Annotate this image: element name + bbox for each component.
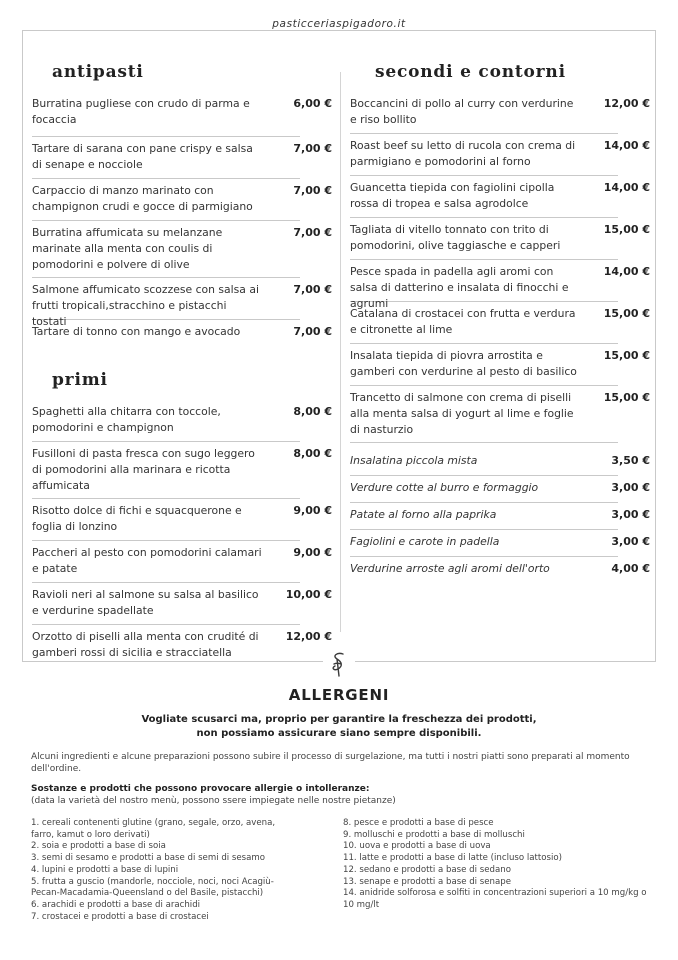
- allergeni-intro: [0, 713, 678, 741]
- allergen-list-left: [31, 818, 296, 923]
- right-column: [350, 62, 650, 583]
- item-name: Pesce spada in padella agli aromi con salsa di datterino e insalata di finocchi e agrumi: [350, 265, 569, 310]
- allergen-item: 2. soia e prodotti a base di soia: [31, 841, 166, 852]
- item-name: Salmone affumicato scozzese con salsa ai frutti tropicali,stracchino e pistacchi tostati: [32, 283, 259, 328]
- section-title-primi: primi: [52, 370, 108, 390]
- item-price: 7,00 €: [293, 283, 332, 296]
- item-price: 10,00 €: [285, 588, 332, 601]
- allergeni-title: ALLERGENI: [288, 686, 390, 704]
- allergeni-subheading: Sostanze e prodotti che possono provocare allergie o intolleranze:: [31, 784, 370, 794]
- item-price: 3,00 €: [611, 508, 650, 521]
- allergen-item: 5. frutta a guscio (mandorle, nocciole, noci, noci Acagiù-Pecan-Macadamia-Queensland o del Basile, pistacchi): [31, 876, 274, 899]
- item-name: Paccheri al pesto con pomodorini calamari e patate: [32, 546, 262, 575]
- item-name: Patate al forno alla paprika: [350, 508, 497, 521]
- contorni-list: [350, 453, 650, 583]
- item-name: Insalata tiepida di piovra arrostita e gamberi con verdurine al pesto di basilico: [350, 349, 577, 378]
- menu-item: [350, 561, 650, 583]
- item-price: 14,00 €: [603, 265, 650, 278]
- allergen-item: 14. anidride solforosa e solfiti in concentrazioni superiori a 10 mg/kg o 10 mg/lt: [343, 888, 647, 910]
- item-name: Tagliata di vitello tonnato con trito di pomodorini, olive taggiasche e capperi: [350, 223, 561, 252]
- left-column: [32, 62, 332, 665]
- menu-item: [32, 503, 332, 540]
- menu-item: [350, 507, 650, 529]
- menu-item: [32, 183, 332, 220]
- item-name: Boccancini di pollo al curry con verdurine e riso bollito: [350, 97, 574, 126]
- item-name: Risotto dolce di fichi e squacquerone e foglia di lonzino: [32, 504, 242, 533]
- menu-item: [350, 453, 650, 475]
- menu-item: [32, 404, 332, 441]
- allergeni-note: Alcuni ingredienti e alcune preparazioni possono subire il processo di surgelazione, ma tutti i nostri piatti sono preparati al momento dell'ordine.: [31, 752, 630, 774]
- item-price: 7,00 €: [293, 142, 332, 155]
- item-name: Guancetta tiepida con fagiolini cipolla rossa di tropea e salsa agrodolce: [350, 181, 555, 210]
- menu-item: [32, 629, 332, 665]
- menu-item: [32, 446, 332, 498]
- allergen-item: 7. crostacei e prodotti a base di crostacei: [31, 911, 209, 922]
- item-price: 12,00 €: [603, 97, 650, 110]
- item-name: Tartare di tonno con mango e avocado: [32, 325, 241, 338]
- item-name: Verdurine arroste agli aromi dell'orto: [350, 562, 550, 575]
- item-price: 9,00 €: [293, 546, 332, 559]
- menu-item: [350, 306, 650, 343]
- allergen-item: 4. lupini e prodotti a base di lupini: [31, 864, 179, 875]
- menu-item: [32, 587, 332, 624]
- item-name: Carpaccio di manzo marinato con champignon crudi e gocce di parmigiano: [32, 184, 253, 213]
- item-name: Spaghetti alla chitarra con toccole, pomodorini e champignon: [32, 405, 221, 434]
- allergen-item: 12. sedano e prodotti a base di sedano: [343, 864, 511, 875]
- item-name: Fagiolini e carote in padella: [350, 535, 500, 548]
- item-price: 14,00 €: [603, 181, 650, 194]
- intro-line: Vogliate scusarci ma, proprio per garantire la freschezza dei prodotti,: [141, 714, 537, 725]
- menu-item: [350, 390, 650, 442]
- menu-item: [32, 141, 332, 178]
- item-price: 15,00 €: [603, 349, 650, 362]
- menu-item: [32, 96, 332, 136]
- item-price: 3,00 €: [611, 481, 650, 494]
- menu-item: [350, 264, 650, 310]
- allergen-item: 6. arachidi e prodotti a base di arachidi: [31, 899, 201, 910]
- website-url[interactable]: pasticceriaspigadoro.it: [262, 18, 415, 30]
- menu-item: [350, 480, 650, 502]
- item-price: 12,00 €: [285, 630, 332, 643]
- allergen-list-right: [343, 818, 648, 912]
- item-name: Trancetto di salmone con crema di piselli alla menta salsa di yogurt al lime e foglie di nasturzio: [350, 391, 574, 436]
- allergen-item: 3. semi di sesamo e prodotti a base di semi di sesamo: [31, 853, 266, 864]
- item-name: Roast beef su letto di rucola con crema di parmigiano e pomodorini al forno: [350, 139, 576, 168]
- allergen-item: 9. molluschi e prodotti a base di molluschi: [343, 829, 525, 840]
- menu-item: [32, 324, 332, 344]
- menu-item: [350, 96, 650, 133]
- item-name: Verdure cotte al burro e formaggio: [350, 481, 539, 494]
- menu-item: [350, 138, 650, 175]
- allergeni-subnote: (data la varietà del nostro menù, possono ssere impiegate nelle nostre pietanze): [31, 796, 396, 806]
- menu-item: [32, 545, 332, 582]
- item-price: 8,00 €: [293, 447, 332, 460]
- item-name: Insalatina piccola mista: [350, 454, 478, 467]
- item-price: 7,00 €: [293, 325, 332, 338]
- item-price: 4,00 €: [611, 562, 650, 575]
- item-name: Tartare di sarana con pane crispy e salsa di senape e nocciole: [32, 142, 253, 171]
- section-title-secondi: secondi e contorni: [375, 62, 566, 82]
- menu-item: [350, 348, 650, 385]
- item-price: 15,00 €: [603, 223, 650, 236]
- allergen-item: 10. uova e prodotti a base di uova: [343, 841, 491, 852]
- menu-item: [350, 180, 650, 217]
- item-name: Burratina affumicata su melanzane marinate alla menta con coulis di pomodorini e polvere di olive: [32, 226, 223, 271]
- item-price: 3,00 €: [611, 535, 650, 548]
- menu-item: [32, 225, 332, 277]
- allergen-item: 1. cereali contenenti glutine (grano, segale, orzo, avena, farro, kamut o loro derivati): [31, 818, 276, 840]
- menu-item: [350, 534, 650, 556]
- item-price: 7,00 €: [293, 184, 332, 197]
- item-price: 8,00 €: [293, 405, 332, 418]
- item-price: 6,00 €: [293, 97, 332, 110]
- item-name: Ravioli neri al salmone su salsa al basilico e verdurine spadellate: [32, 588, 259, 617]
- item-name: Burratina pugliese con crudo di parma e focaccia: [32, 97, 250, 126]
- item-price: 7,00 €: [293, 226, 332, 239]
- menu-item: [350, 222, 650, 259]
- item-price: 15,00 €: [603, 307, 650, 320]
- item-price: 9,00 €: [293, 504, 332, 517]
- allergen-item: 8. pesce e prodotti a base di pesce: [343, 818, 494, 828]
- item-name: Fusilloni di pasta fresca con sugo leggero di pomodorini alla marinara e ricotta affumicata: [32, 447, 255, 492]
- allergen-item: 13. senape e prodotti a base di senape: [343, 876, 512, 887]
- item-price: 14,00 €: [603, 139, 650, 152]
- menu-item: [32, 282, 332, 328]
- section-title-antipasti: antipasti: [52, 62, 144, 82]
- item-name: Catalana di crostacei con frutta e verdura e citronette al lime: [350, 307, 576, 336]
- brand-logo-icon: [323, 650, 355, 678]
- allergen-item: 11. latte e prodotti a base di latte (incluso lattosio): [343, 853, 562, 864]
- item-price: 3,50 €: [611, 454, 650, 467]
- intro-line: non possiamo assicurare siano sempre disponibili.: [196, 728, 482, 739]
- item-name: Orzotto di piselli alla menta con crudité di gamberi rossi di sicilia e stracciatella: [32, 630, 259, 659]
- column-divider: [340, 72, 341, 632]
- item-price: 15,00 €: [603, 391, 650, 404]
- website-header: [0, 18, 678, 30]
